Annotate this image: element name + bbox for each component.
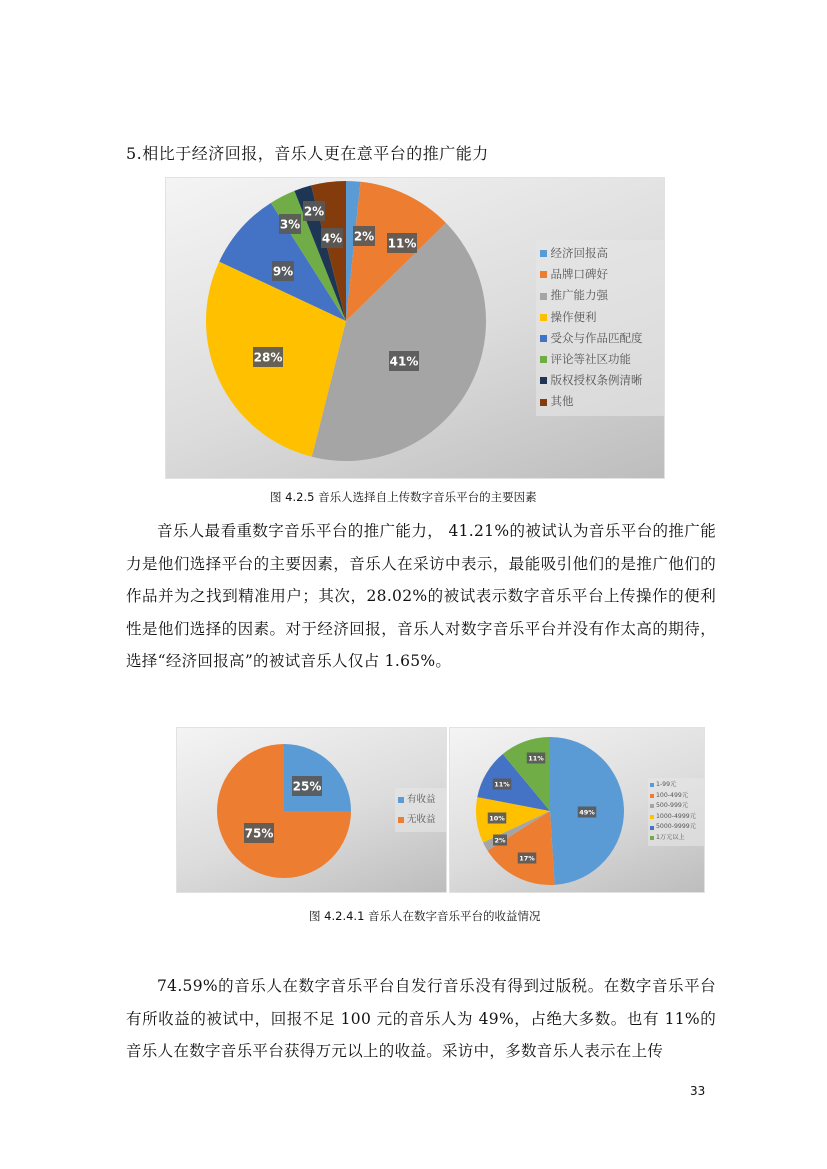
legend-swatch-icon xyxy=(650,836,654,840)
chart-legend xyxy=(536,240,664,416)
data-label: 2% xyxy=(303,204,325,219)
legend-label: 评论等社区功能 xyxy=(550,352,631,367)
legend-label: 操作便利 xyxy=(550,309,597,324)
data-label: 3% xyxy=(279,217,301,232)
pie-chart-income-ranges xyxy=(449,727,705,893)
data-label: 11% xyxy=(494,780,510,789)
legend-item xyxy=(398,790,444,810)
section-heading: 5.相比于经济回报，音乐人更在意平台的推广能力 xyxy=(126,144,489,163)
legend-swatch-icon xyxy=(540,356,547,363)
data-label: 28% xyxy=(253,350,283,365)
data-label: 17% xyxy=(519,854,535,863)
data-label: 75% xyxy=(244,826,274,841)
legend-item xyxy=(650,780,702,791)
legend-label: 有收益 xyxy=(407,794,436,805)
body-paragraph xyxy=(126,515,716,678)
data-label: 49% xyxy=(579,808,595,817)
legend-label: 1-99元 xyxy=(656,781,677,788)
legend-swatch-icon xyxy=(650,804,654,808)
legend-item xyxy=(540,349,660,370)
legend-label: 5000-9999元 xyxy=(656,823,696,831)
legend-label: 无收益 xyxy=(407,814,436,825)
data-label: 25% xyxy=(292,779,322,794)
legend-swatch-icon xyxy=(650,794,654,798)
data-label: 10% xyxy=(489,814,505,823)
legend-swatch-icon xyxy=(540,399,547,406)
pie-chart-platform-factors xyxy=(165,177,665,479)
legend-item xyxy=(650,822,702,833)
legend-label: 版权授权条例清晰 xyxy=(550,373,643,388)
legend-item xyxy=(540,370,660,391)
data-label: 9% xyxy=(272,264,294,279)
legend-item xyxy=(650,833,702,844)
legend-item xyxy=(650,801,702,812)
legend-swatch-icon xyxy=(650,783,654,787)
pie-chart-income-yes-no xyxy=(176,727,447,893)
legend-label: 推广能力强 xyxy=(550,288,608,303)
data-label: 11% xyxy=(387,236,417,251)
legend-item xyxy=(540,391,660,412)
legend-label: 受众与作品匹配度 xyxy=(550,330,643,345)
figure-caption: 图 4.2.5 音乐人选择自上传数字音乐平台的主要因素 xyxy=(270,490,537,504)
paragraph-text: 音乐人最看重数字音乐平台的推广能力， 41.21%的被试认为音乐平台的推广能力是他们选择平台的主要因素，音乐人在采访中表示，最能吸引他们的是推广他们的作品并为之找到精准用户；其次，28.02%的被试表示数字音乐平台上传操作的便利性是他们选择的因素。对于经济回报，音乐人对数字音乐平台并没有作太高的期待，选择“经济回报高”的被试音乐人仅占 1.65%。 xyxy=(126,522,716,670)
legend-swatch-icon xyxy=(540,271,547,278)
legend-label: 1000-4999元 xyxy=(656,812,696,820)
page-number: 33 xyxy=(690,1084,706,1098)
data-label: 11% xyxy=(528,754,544,763)
legend-swatch-icon xyxy=(540,377,547,384)
data-label: 4% xyxy=(321,231,343,246)
legend-swatch-icon xyxy=(540,250,547,257)
legend-label: 100-499元 xyxy=(656,791,689,799)
figure-caption: 图 4.2.4.1 音乐人在数字音乐平台的收益情况 xyxy=(309,909,541,923)
legend-item xyxy=(650,791,702,802)
paragraph-text: 74.59%的音乐人在数字音乐平台自发行音乐没有得到过版税。在数字音乐平台有所收益的被试中，回报不足 100 元的音乐人为 49%，占绝大多数。也有 11%的音乐人在数字音乐平台获得万元以上的收益。采访中，多数音乐人表示在上传 xyxy=(126,977,716,1060)
legend-label: 1万元以上 xyxy=(656,833,685,841)
legend-item xyxy=(540,307,660,328)
legend-label: 其他 xyxy=(550,394,574,409)
legend-item xyxy=(540,285,660,306)
legend-swatch-icon xyxy=(398,797,404,803)
legend-item xyxy=(540,243,660,264)
data-label: 41% xyxy=(389,354,419,369)
legend-item xyxy=(540,328,660,349)
legend-label: 品牌口碑好 xyxy=(550,267,608,282)
data-label: 2% xyxy=(353,229,375,244)
legend-item xyxy=(650,812,702,823)
chart-legend xyxy=(648,778,704,846)
body-paragraph xyxy=(126,970,716,1068)
chart-legend xyxy=(395,788,447,832)
legend-label: 经济回报高 xyxy=(550,246,608,260)
legend-swatch-icon xyxy=(398,817,404,823)
legend-item xyxy=(540,264,660,285)
legend-item xyxy=(398,810,444,830)
legend-label: 500-999元 xyxy=(656,802,689,810)
legend-swatch-icon xyxy=(540,314,547,321)
legend-swatch-icon xyxy=(540,293,547,300)
legend-swatch-icon xyxy=(540,335,547,342)
legend-swatch-icon xyxy=(650,826,654,830)
data-label: 2% xyxy=(494,836,506,845)
legend-swatch-icon xyxy=(650,815,654,819)
